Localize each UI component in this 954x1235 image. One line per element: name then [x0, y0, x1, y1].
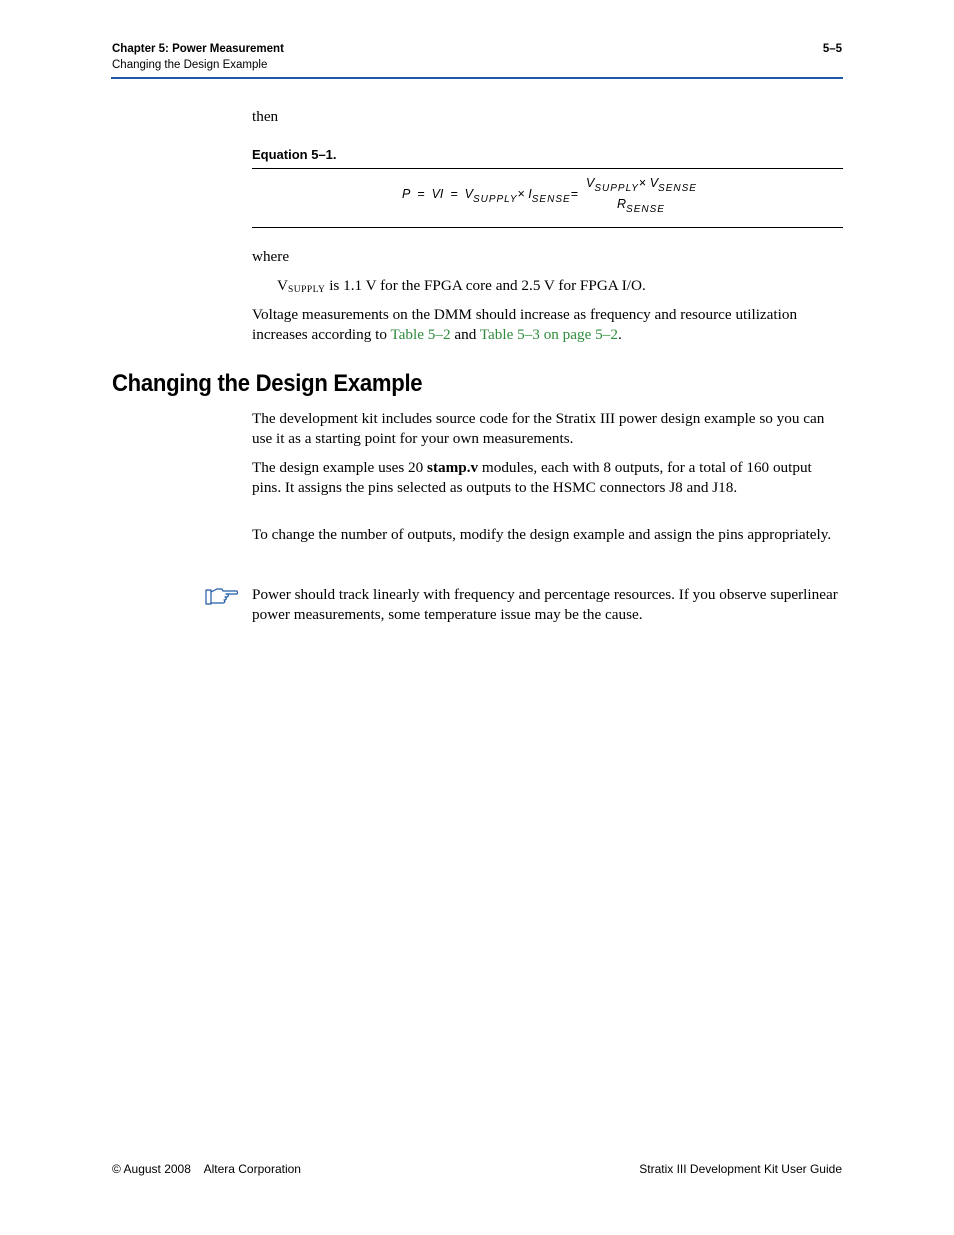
- section-heading: Changing the Design Example: [112, 370, 423, 397]
- footer-guide-title: Stratix III Development Kit User Guide: [639, 1162, 842, 1176]
- section-title: Changing the Design Example: [112, 59, 268, 71]
- footer-copyright: © August 2008 Altera Corporation: [112, 1162, 301, 1176]
- note-text: Power should track linearly with frequency and percentage resources. If you observe superlinear power measurements, some temperature issue may be the cause.: [252, 586, 838, 623]
- equation-bottom-rule: [252, 227, 843, 228]
- page-number: 5–5: [822, 43, 842, 55]
- then-text: then: [252, 108, 279, 125]
- table-5-2-link[interactable]: Table 5–2: [390, 326, 451, 343]
- paragraph-3: To change the number of outputs, modify the design example and assign the pins appropriately.: [252, 526, 832, 543]
- pointing-hand-icon: [205, 586, 239, 606]
- table-5-3-link[interactable]: Table 5–3 on page 5–2: [479, 326, 618, 343]
- voltage-paragraph: Voltage measurements on the DMM should increase as frequency and resource utilization increases according to Table 5–2 and Table 5–3 on page 5–2.: [252, 306, 798, 343]
- header-rule: [111, 77, 843, 79]
- chapter-title: Chapter 5: Power Measurement: [112, 43, 284, 55]
- paragraph-1: The development kit includes source code for the Stratix III power design example so you can use it as a starting point for your own measurements.: [252, 410, 825, 447]
- equation-numerator: $V_{SUPPLY}\times V_{SENSE}$: [586, 176, 697, 194]
- where-text: where: [252, 248, 290, 265]
- vsupply-definition: VSUPPLY is 1.1 V for the FPGA core and 2.5 V for FPGA I/O.: [277, 277, 646, 295]
- equation-top-rule: [252, 168, 843, 169]
- equation-lhs: P = VI = $V_{SUPPLY}\times I_{SENSE}=$: [402, 187, 578, 205]
- paragraph-2: The design example uses 20 stamp.v modules, each with 8 outputs, for a total of 160 output pins. It assigns the pins selected as outputs to the HSMC connectors J8 and J18.: [252, 459, 812, 496]
- equation-label: Equation 5–1.: [252, 147, 337, 162]
- equation-denominator: $R_{SENSE}$: [617, 197, 665, 215]
